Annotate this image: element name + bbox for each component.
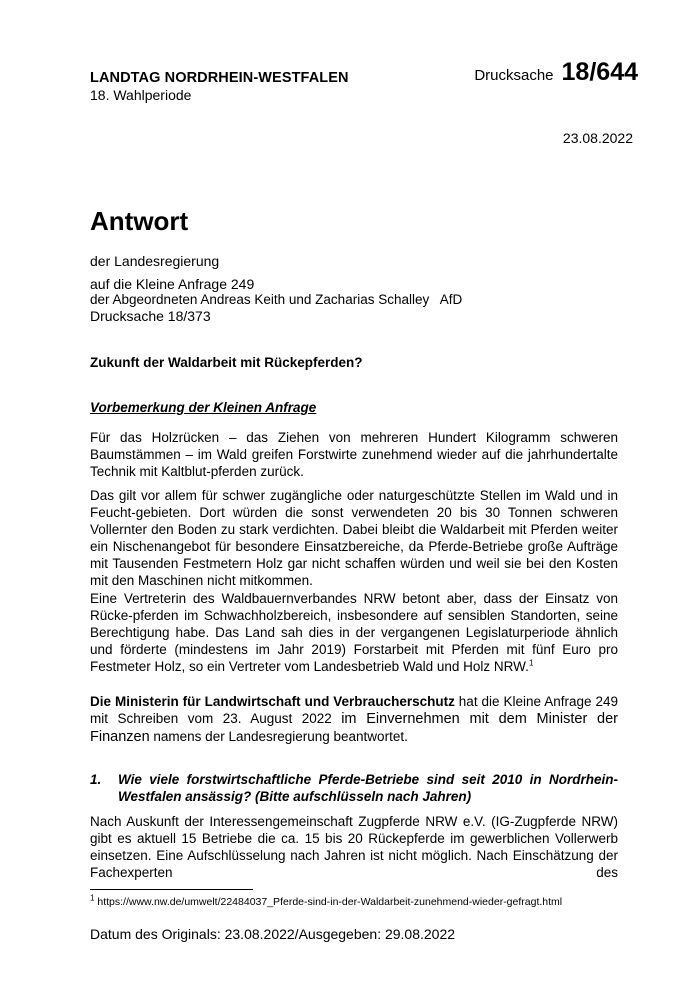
footnote [90, 893, 563, 908]
page-title: Antwort [90, 206, 189, 236]
paragraph-text: Eine Vertreterin des Waldbauernverbandes NRW betont aber, dass der Einsatz von Rücke-pferden im Schwachholzbereich, insbesondere auf sensiblen Standorten, seine Berechtigung habe. Das Land sah dies in der vergangenen Legislaturperiode ähnlich und förderte (mindestens im Jahr 2019) Forstarbeit mit Pferden mit fünf Euro pro Festmeter Holz, so ein Vertreter vom Landesbetrieb Wald und Holz NRW. [90, 591, 618, 674]
vorbemerkung-paragraph-3 [90, 590, 618, 675]
der-landesregierung: der Landesregierung [90, 253, 220, 269]
paragraph-text: Für das Holzrücken – das Ziehen von mehreren Hundert Kilogramm schweren Baumstämmen – im Wald greifen Forstwirte zunehmend wieder auf die jahrhundertalte Technik mit Kaltblut-pferden zurück. [90, 430, 618, 479]
ministerin-bold: Die Ministerin für Landwirtschaft und Verbraucherschutz [90, 694, 455, 709]
footnote-link[interactable]: https://www.nw.de/umwelt/22484037_Pferde-sind-in-der-Waldarbeit-zunehmend-wieder-gefragt.html [94, 896, 563, 908]
drucksache-number: 18/644 [561, 58, 638, 86]
drucksache-reference: Drucksache 18/373 [90, 308, 211, 324]
auf-anfrage: auf die Kleine Anfrage 249 [90, 276, 255, 292]
footnote-reference[interactable]: 1 [528, 658, 534, 668]
subject: Zukunft der Waldarbeit mit Rückepferden? [90, 355, 363, 370]
abgeordnete: der Abgeordneten Andreas Keith und Zacharias Schalley AfD [90, 292, 463, 307]
ministerin-text-3: namens der Landesregierung beantwortet. [149, 729, 408, 744]
vorbemerkung-paragraph-2 [90, 487, 618, 589]
ministerin-text-1: hat die Kleine Anfrage 249 mit Schreiben vom 23. August 2022 [90, 694, 618, 726]
question-text: Wie viele forstwirtschaftliche Pferde-Betriebe sind seit 2010 in Nordrhein-Westfalen ansässig? (Bitte aufschlüsseln nach Jahren) [118, 772, 618, 804]
ministerin-text-2: im Einvernehmen mit dem Minister der Finanzen [90, 711, 618, 745]
drucksache-label: Drucksache [474, 67, 554, 84]
footnote-divider [90, 889, 253, 890]
vorbemerkung-heading: Vorbemerkung der Kleinen Anfrage [90, 400, 317, 415]
answer-text: Nach Auskunft der Interessengemeinschaft Zugpferde NRW e.V. (IG-Zugpferde NRW) gibt es aktuell 15 Betriebe die ca. 15 bis 20 Rückepferde im gewerblichen Vollerwerb einsetzen. Eine Aufschlüsselung nach Jahren ist nicht möglich. Nach Einschätzung der Fachexperten des [90, 814, 618, 880]
anfrage-block [90, 276, 618, 324]
landtag-name: LANDTAG NORDRHEIN-WESTFALEN [90, 70, 349, 86]
wahlperiode: 18. Wahlperiode [90, 87, 192, 103]
answer-1 [90, 813, 618, 881]
footer-dates: Datum des Originals: 23.08.2022/Ausgegeben: 29.08.2022 [90, 926, 456, 942]
footnote-mark: 1 [90, 893, 95, 903]
vorbemerkung-paragraph-1 [90, 429, 618, 480]
document-date: 23.08.2022 [562, 130, 633, 146]
header-left [90, 70, 349, 103]
drucksache-header [474, 58, 638, 87]
question-1 [90, 771, 618, 805]
ministerin-paragraph [90, 693, 618, 746]
paragraph-text: Das gilt vor allem für schwer zugängliche oder naturgeschützte Stellen im Wald und in Feucht-gebieten. Dort würden die sonst verwendeten 20 bis 30 Tonnen schweren Vollernter den Boden zu stark verdichten. Dabei bleibt die Waldarbeit mit Pferden weiter ein Nischenangebot für besondere Einsatzbereiche, da Pferde-Betriebe große Aufträge mit Tausenden Festmetern Holz gar nicht schaffen würden und weil sie bei den Kosten mit den Maschinen nicht mitkommen. [90, 488, 618, 588]
question-number: 1. [90, 772, 102, 787]
